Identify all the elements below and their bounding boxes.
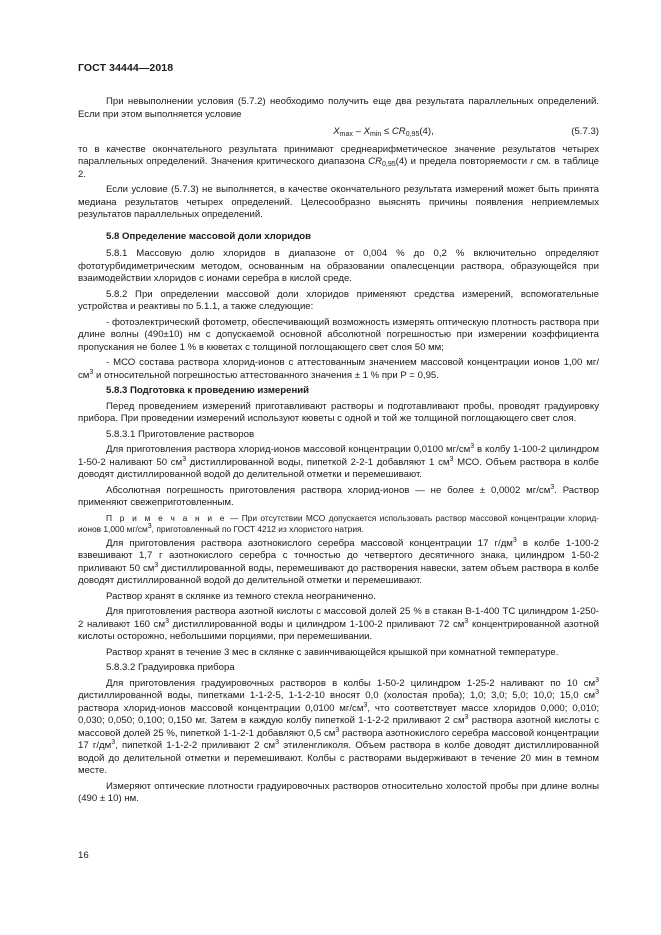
formula-number: (5.7.3) — [571, 126, 599, 137]
subsection-title-5-8-3-1: 5.8.3.1 Приготовление растворов — [106, 428, 255, 440]
paragraph-nitric-acid: Для приготовления раствора азотной кислоты с массовой долей 25 % в стакан В-1-400 ТС цилиндром 1-250-2 наливают 160 $см^3$ дистиллированной воды и цилиндром 1-100-2 приливают 72 $см^3$ концентрированной азотной кислоты осторожно, небольшими порциями, при перемешивании. — [78, 606, 599, 642]
document-body — [78, 96, 599, 809]
list-item-mso: - МСО состава раствора хлорид-ионов с аттестованным значением массовой концентрации ионов 1,00 $мг/см^3$ и относительной погрешностью аттестованного значения ± 1 % при P = 0,95. — [78, 357, 599, 381]
page-number: 16 — [78, 850, 89, 861]
paragraph-silver-nitrate: Для приготовления раствора азотнокислого серебра массовой концентрации 17 $г/дм^3$ в колбе 1-100-2 взвешивают 1,7 г азотнокислого серебра с точностью до четвертого десятичного знака, цилиндром 1-50-2 приливают 50 $см^3$ дистиллированной воды, перемешивают до растворения навески, затем объем раствора в колбе доводят дистиллированной водой до делительной отметки и перемешивают. — [78, 536, 599, 586]
formula-expression: $X_{max} - X_{min} \le CR_{0,95}(4)$, — [333, 126, 434, 138]
paragraph-absolute-error: Абсолютная погрешность приготовления раствора хлорид-ионов — не более ± 0,0002 $мг/см^3$. Раствор применяют свежеприготовленным. — [78, 483, 599, 508]
paragraph-storage-dark: Раствор хранят в склянке из темного стекла неограниченно. — [106, 590, 376, 602]
paragraph-measure: Измеряют оптические плотности градуировочных растворов относительно холостой пробы при длине волны (490 ± 10) нм. — [78, 780, 599, 804]
section-title-5-8: 5.8 Определение массовой доли хлоридов — [106, 230, 312, 242]
list-item-photometer: - фотоэлектрический фотометр, обеспечивающий возможность измерять оптическую плотность раствора при длине волны (490±10) нм с допускаемой основной абсолютной погрешностью при измерении коэффициента пропускания не более 1 % в кюветах с толщиной поглощающего свет слоя 50 мм; — [78, 316, 599, 353]
note: П р и м е ч а н и е — При отсутствии МСО допускается использовать раствор массовой концентрации хлорид-ионов 1,000 $мг/см^3$, приготовленный по ГОСТ 4212 из хлористого натрия. — [78, 512, 599, 534]
subsection-title-5-8-3-2: 5.8.3.2 Градуировка прибора — [106, 662, 235, 673]
document-header: ГОСТ 34444—2018 — [78, 62, 174, 74]
note-label: П р и м е ч а н и е — [106, 512, 227, 523]
paragraph-5-8-3: Перед проведением измерений приготавливают растворы и подготавливают пробы, проводят градуировку прибора. При проведении измерений используют кюветы с одной и той же толщиной поглощающего свет слоя. — [78, 400, 599, 424]
paragraph-median: Если условие (5.7.3) не выполняется, в качестве окончательного результата измерений может быть принята медиана результатов четырех определений. Целесообразно выяснять причины появления неприемлемых результатов параллельных определений. — [78, 184, 599, 220]
paragraph-final-result: то в качестве окончательного результата принимают среднеарифметическое значение результатов четырех параллельных определений. Значения критического диапазона $CR_{0,95}(4)$ и предела повторяемости r см. в таблице 2. — [78, 143, 600, 180]
paragraph-calibration: Для приготовления градуировочных растворов в колбы 1-50-2 цилиндром 1-25-2 наливают по 10 $см^3$ дистиллированной воды, пипетками 1-1-2-5, 1-1-2-10 вносят 0,0 (холостая проба); 1,0; 3,0; 5,0; 10,0; 15,0 $см^3$ раствора хлорид-ионов массовой концентрации 0,0100 $мг/см^3$, что соответствует массе хлоридов 0,000; 0,010; 0,030; 0,050; 0,100; 0,150 мг. Затем в каждую колбу пипеткой 1-1-2-2 приливают 2 $см^3$ раствора азотной кислоты с массовой долей 25 %, пипеткой 1-1-2-1 добавляют 0,5 $см^3$ раствора азотнокислого серебра массовой концентрации 17 $г/дм^3$, пипеткой 1-1-2-2 приливают 2 $см^3$ этиленгликоля. Объем раствора в колбе доводят дистиллированной водой до делительной отметки и перемешивают. Колбы с растворами выдерживают в течение 20 мин в темном месте. — [78, 676, 599, 776]
paragraph-5-8-2: 5.8.2 При определении массовой доли хлоридов применяют средства измерений, вспомогательные устройства и реактивы по 5.1.1, а также следующие: — [78, 288, 599, 312]
paragraph-storage-3-months: Раствор хранят в течение 3 мес в склянке с завинчивающейся крышкой при комнатной температуре. — [106, 646, 559, 658]
paragraph-5-8-1: 5.8.1 Массовую долю хлоридов в диапазоне от 0,004 % до 0,2 % включительно определяют фототурбидиметрическим методом, основанным на образовании опалесценции раствора, образующейся при взаимодействии хлоридов с ионами серебра в кислой среде. — [78, 248, 599, 284]
paragraph-chloride-solution: Для приготовления раствора хлорид-ионов массовой концентрации 0,0100 $мг/см^3$ в колбу 1-100-2 цилиндром 1-50-2 наливают 50 $см^3$ дистиллированной воды, пипеткой 2-2-1 добавляют 1 $см^3$ МСО. Объем раствора в колбе доводят дистиллированной водой до делительной отметки и перемешивают. — [78, 443, 599, 480]
formula-5-7-3 — [78, 126, 599, 139]
paragraph-repeat-condition: При невыполнении условия (5.7.2) необходимо получить еще два результата параллельных определений. Если при этом выполняется условие — [78, 96, 599, 120]
subsection-title-5-8-3: 5.8.3 Подготовка к проведению измерений — [106, 385, 310, 396]
